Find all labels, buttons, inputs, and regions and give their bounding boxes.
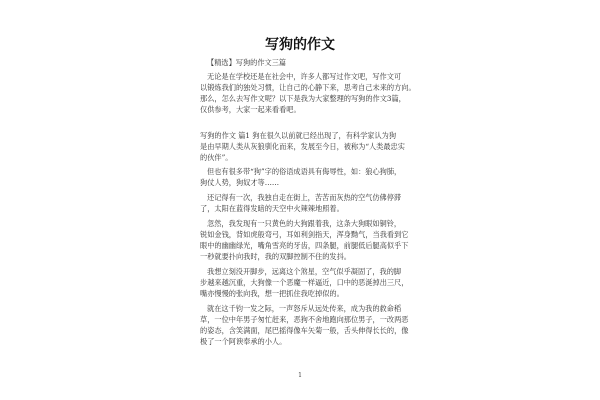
essay-line: 极了一个阿谀奉承的小人。 bbox=[200, 337, 287, 346]
essay-line: 了，太阳在蓝得发暗的天空中火辣辣地照着。 bbox=[200, 204, 344, 213]
intro-line: 仅供参考，大家一起来看看吧。 bbox=[200, 105, 301, 114]
intro-subtitle: 【精选】写狗的作文三篇 bbox=[207, 58, 287, 67]
essay-line: 狗仗人势，狗奴才等…… bbox=[200, 178, 280, 187]
essay-line: 就在这千钧一发之际，一声怒斥从远处传来，成为我的救命稻 bbox=[207, 304, 402, 313]
essay-line: 嘴亦慢慢的张向我，想一把抓住我吃掉似的。 bbox=[200, 289, 344, 298]
intro-line: 以锻炼我们的独处习惯，让自己的心静下来，思考自己未来的方向。 bbox=[200, 83, 416, 92]
essay-line: 草，一位中年男子匆忙赶来，恶狗不舍地跑向那位男子，一改两恶 bbox=[200, 315, 409, 324]
essay-line: 忽然，我发现有一只黄色的大狗跟着我，这条大狗眼如铜铃， bbox=[207, 219, 402, 228]
essay-line: 的姿态，含笑满面，尾巴摇得像车矢菊一般，舌头伸得长长的，像 bbox=[200, 326, 409, 335]
essay-line: 锐如金钱，背如虎般弯弓，耳如利剑指天，浑身黝气，当我看到它 bbox=[200, 230, 409, 239]
page-title: 写狗的作文 bbox=[265, 37, 335, 53]
intro-line: 无论是在学校还是在社会中，许多人都写过作文吧，写作文可 bbox=[207, 72, 402, 81]
essay-line: 是由早期人类从灰狼驯化而来，发展至今日，被称为“人类最忠实 bbox=[200, 142, 405, 151]
intro-line: 那么，怎么去写作文呢？以下是我为大家整理的写狗的作文3篇， bbox=[200, 94, 406, 103]
essay-line: 我想立刻没开脚步，远离这个煞星，空气似乎凝固了，我的脚 bbox=[207, 267, 402, 276]
essay-line: 步越来越沉重，大狗像一个恶魔一样逼近，口中的恶涎掉出三尺， bbox=[200, 278, 409, 287]
essay-heading-line: 写狗的作文 篇1 狗在很久以前就已经出现了，有科学家认为狗 bbox=[200, 131, 397, 140]
page-number: 1 bbox=[298, 372, 302, 379]
essay-line: 的伙伴”。 bbox=[200, 153, 233, 162]
essay-line: 但也有很多带“狗”字的俗语成语具有侮辱性，如：狼心狗肺， bbox=[207, 167, 402, 176]
essay-line: 还记得有一次，我独自走在街上，苦苦而灰热的空气仿佛停滞 bbox=[207, 193, 402, 202]
essay-line: 眼中的幽幽绿光，嘴角雪亮的牙齿，四条腿，前腿低后腿高似乎下 bbox=[200, 241, 409, 250]
essay-line: 一秒就要扑向我时，我的双脚控制不住的发抖。 bbox=[200, 252, 351, 261]
